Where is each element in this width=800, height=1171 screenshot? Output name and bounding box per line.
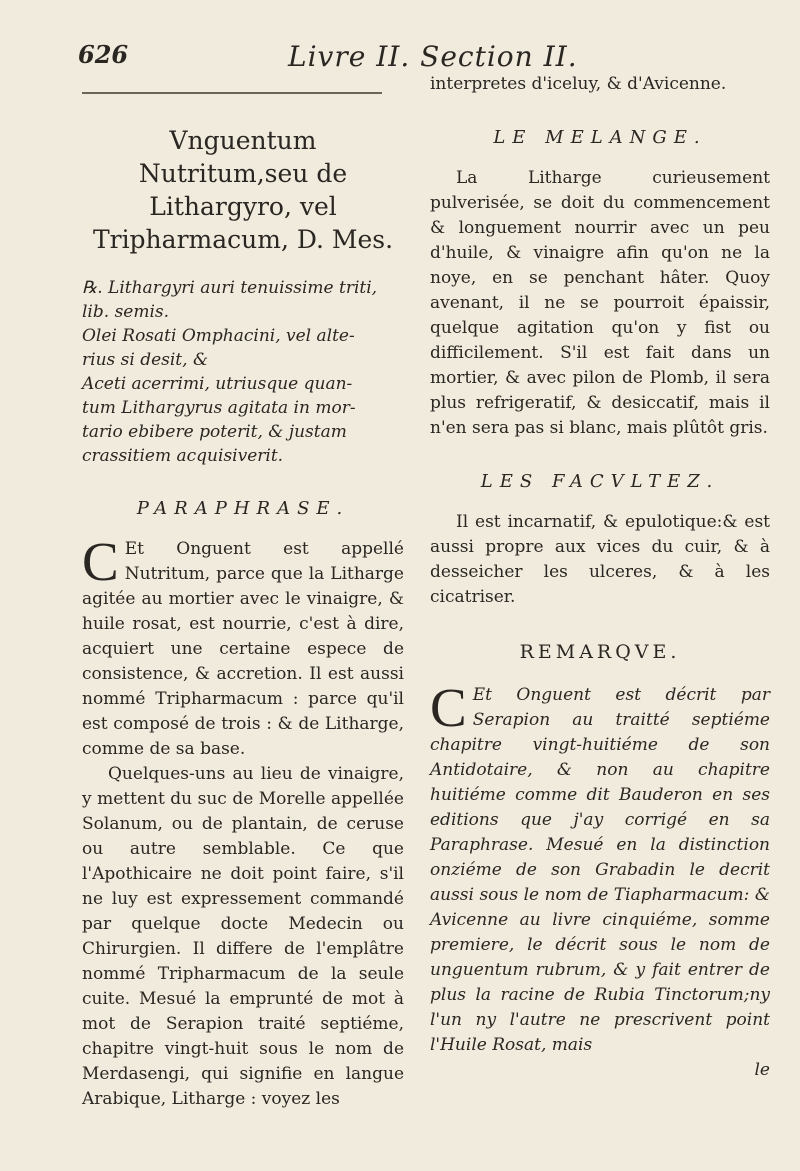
- recipe-line: Olei Rosati Omphacini, vel alte-: [82, 326, 355, 346]
- remarque-paragraph: [430, 677, 770, 1058]
- page-number: 626: [78, 40, 129, 69]
- left-column: [82, 72, 404, 1112]
- recipe-line: rius si desit, &: [82, 350, 209, 370]
- recipe-line: crassitiem acquisiverit.: [82, 446, 284, 466]
- section-heading-remarque: REMARQVE.: [519, 641, 681, 663]
- paraphrase-paragraph-2: Quelques-uns au lieu de vinaigre, y mettent du suc de Morelle appellée Solanum, ou de plantain, de ceruse ou autre semblable. Ce que l'Apothicaire ne doit point faire, s'il ne luy est expressement commandé par quelque docte Medecin ou Chirurgien. Il differe de l'emplâtre nommé Tripharmacum de la seule cuite. Mesué la emprunté de mot à mot de Serapion traité septiéme, chapitre vingt-huit sous le nom de Merdasengi, qui signifie en langue Arabique, Litharge : voyez les: [82, 764, 404, 1109]
- paraphrase-text: Et Onguent est appellé Nutritum, parce que la Litharge agitée au mortier avec le vinaigre, & huile rosat, est nourrie, c'est à dire, acquiert une certaine espece de consistence, & accretion. Il est aussi nommé Tripharmacum : parce qu'il est composé de trois : & de Litharge, comme de sa base.: [82, 539, 404, 759]
- melange-paragraph: La Litharge curieusement pulverisée, se doit du commencement & longuement nourrir avec un peu d'huile, & vinaigre afin qu'on ne la noye, en se penchant hâter. Quoy avenant, il ne se pourroit épaissir, quelque agitation qu'on y fist ou difficilement. S'il est fait dans un mortier, & avec pilon de Plomb, il sera plus refrigeratif, & desiccatif, mais il n'en sera pas si blanc, mais plûtôt gris.: [430, 168, 770, 438]
- continued-paragraph: interpretes d'iceluy, & d'Avicenne.: [430, 74, 727, 94]
- recipe-line: lib. semis.: [82, 302, 170, 322]
- drop-cap: C: [430, 677, 467, 738]
- facultez-paragraph: Il est incarnatif, & epulotique:& est aussi propre aux vices du cuir, & à desseicher les ulceres, & à les cicatriser.: [430, 512, 770, 607]
- running-title: Livre II. Section II.: [288, 40, 578, 73]
- drop-cap: C: [82, 531, 119, 592]
- latin-recipe: [82, 276, 404, 468]
- recipe-line: tario ebibere poterit, & justam: [82, 422, 347, 442]
- catchword: le: [754, 1060, 770, 1080]
- recipe-title: Vnguentum Nutritum,seu de Lithargyro, vel Tripharmacum, D. Mes.: [92, 126, 394, 254]
- recipe-line: ℞. Lithargyri auri tenuissime triti,: [82, 278, 378, 298]
- recipe-line: tum Lithargyrus agitata in mor-: [82, 398, 356, 418]
- remarque-text: Et Onguent est décrit par Serapion au traitté septiéme chapitre vingt-huitiéme de son Antidotaire, & non au chapitre huitiéme comme dit Bauderon en ses editions que j'ay corrigé en sa Paraphrase. Mesué en la distinction onziéme de son Grabadin le decrit aussi sous le nom de Tiapharmacum: & Avicenne au livre cinquiéme, somme premiere, le décrit sous le nom de unguentum rubrum, & y fait entrer de plus la racine de Rubia Tinctorum;ny l'un ny l'autre ne prescrivent point l'Huile Rosat, mais: [430, 685, 770, 1055]
- recipe-line: Aceti acerrimi, utriusque quan-: [82, 374, 353, 394]
- section-heading-facultez: LES FACVLTEZ.: [480, 471, 720, 492]
- right-column: [430, 72, 770, 1083]
- section-heading-paraphrase: PARAPHRASE.: [136, 498, 350, 519]
- paraphrase-paragraph: [82, 531, 404, 762]
- section-heading-melange: LE MELANGE.: [493, 127, 707, 148]
